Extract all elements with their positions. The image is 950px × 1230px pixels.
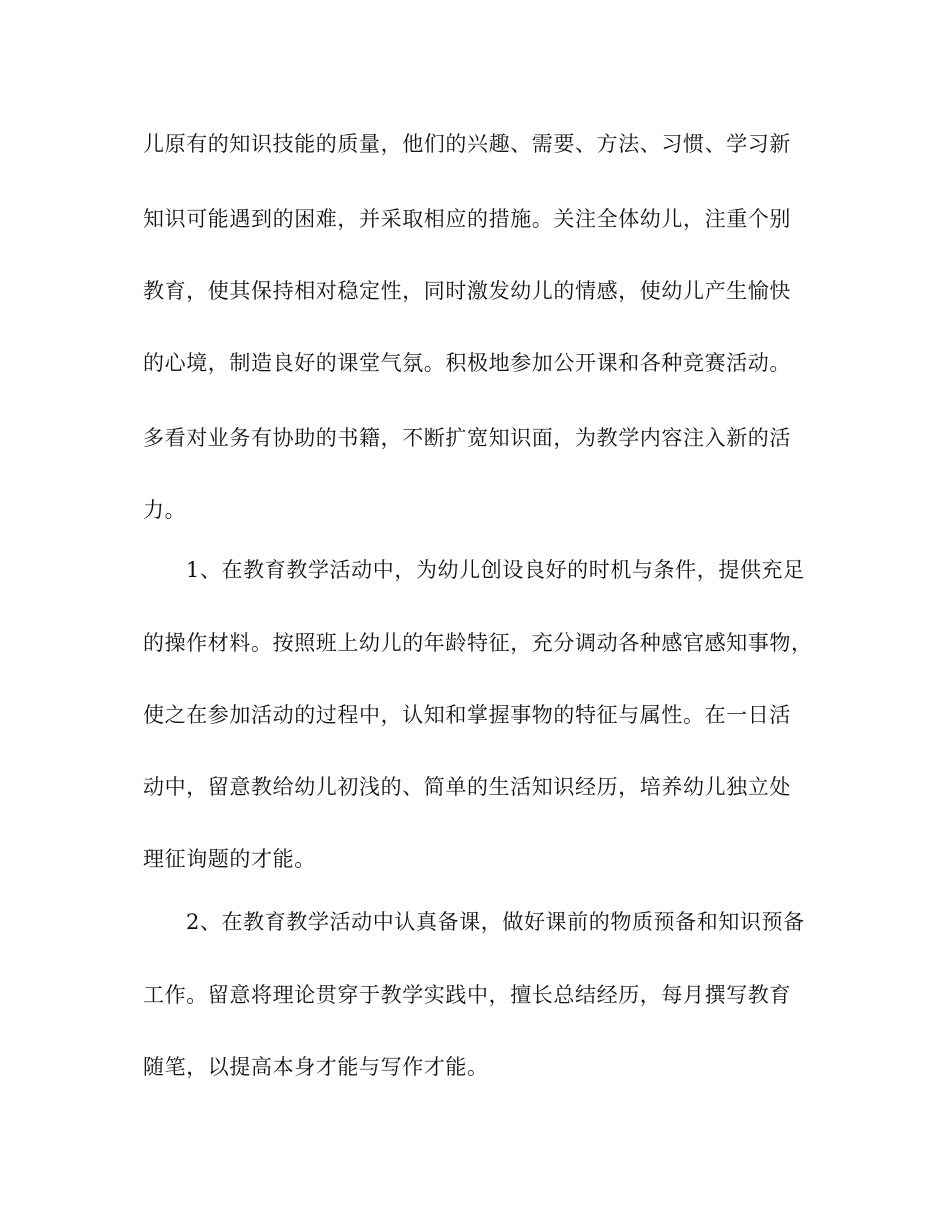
- text-line: 随笔，以提高本身才能与写作才能。: [143, 1055, 489, 1079]
- text-line: 使之在参加活动的过程中，认知和掌握事物的特征与属性。在一日活: [143, 703, 791, 727]
- text-line: 的操作材料。按照班上幼儿的年龄特征，充分调动各种感官感知事物，: [143, 631, 813, 655]
- text-line: 儿原有的知识技能的质量，他们的兴趣、需要、方法、习惯、学习新: [143, 132, 791, 156]
- text-line: 力。: [143, 498, 187, 522]
- text-line: 知识可能遇到的困难，并采取相应的措施。关注全体幼儿，注重个别: [143, 207, 791, 231]
- text-line: 教育，使其保持相对稳定性，同时激发幼儿的情感，使幼儿产生愉快: [143, 279, 791, 303]
- list-item-2-line: 2、在教育教学活动中认真备课，做好课前的物质预备和知识预备: [186, 910, 805, 934]
- text-line: 动中，留意教给幼儿初浅的、简单的生活知识经历，培养幼儿独立处: [143, 775, 791, 799]
- text-line: 多看对业务有协助的书籍，不断扩宽知识面，为教学内容注入新的活: [143, 426, 791, 450]
- text-line: 的心境，制造良好的课堂气氛。积极地参加公开课和各种竞赛活动。: [143, 351, 791, 375]
- text-line: 工作。留意将理论贯穿于教学实践中，擅长总结经历，每月撰写教育: [143, 983, 791, 1007]
- text-line: 理征询题的才能。: [143, 847, 316, 871]
- list-item-1-line: 1、在教育教学活动中，为幼儿创设良好的时机与条件，提供充足: [186, 558, 805, 582]
